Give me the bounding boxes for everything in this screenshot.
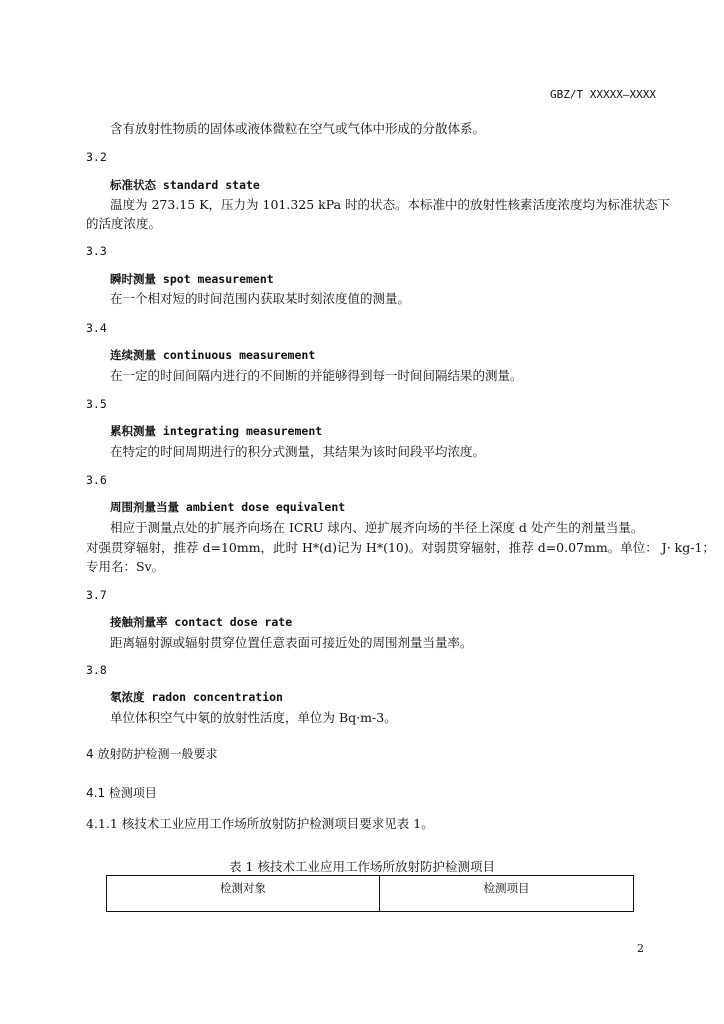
term-3-2: 标准状态 standard state <box>110 178 260 192</box>
section-number-3-4: 3.4 <box>86 321 107 335</box>
definition-3-2-line-2: 的活度浓度。 <box>86 216 162 231</box>
page-number: 2 <box>637 942 644 955</box>
definition-3-8: 单位体积空气中氡的放射性活度，单位为 Bq·m-3。 <box>110 710 397 725</box>
definition-3-6-line-3: 专用名：Sv。 <box>86 559 165 574</box>
definition-3-3: 在一个相对短的时间范围内获取某时刻浓度值的测量。 <box>110 291 411 306</box>
section-number-3-2: 3.2 <box>86 150 107 164</box>
definition-3-6-line-1: 相应于测量点处的扩展齐向场在 ICRU 球内、逆扩展齐向场的半径上深度 d 处产生的剂量当量。 <box>110 520 644 535</box>
section-number-3-5: 3.5 <box>86 397 107 411</box>
definition-3-4: 在一定的时间间隔内进行的不间断的并能够得到每一时间间隔结果的测量。 <box>110 368 523 383</box>
term-3-5: 累积测量 integrating measurement <box>110 424 323 438</box>
column-header-items: 检测项目 <box>380 876 634 912</box>
definition-3-2-line-1: 温度为 273.15 K，压力为 101.325 kPa 时的状态。本标准中的放射性核素活度浓度均为标准状态下 <box>110 197 671 212</box>
definition-3-6-line-2: 对强贯穿辐射，推荐 d=10mm，此时 H*(d)记为 H*(10)。对弱贯穿辐射，推荐 d=0.07mm。单位： J· kg-1； <box>86 540 715 555</box>
term-3-4: 连续测量 continuous measurement <box>110 348 316 362</box>
section-4-1-heading: 4.1 检测项目 <box>86 786 157 800</box>
definition-3-5: 在特定的时间周期进行的积分式测量，其结果为该时间段平均浓度。 <box>110 444 486 459</box>
column-header-object: 检测对象 <box>107 876 380 912</box>
clause-4-1-1: 4.1.1 核技术工业应用工作场所放射防护检测项目要求见表 1。 <box>86 816 434 831</box>
table-1-caption: 表 1 核技术工业应用工作场所放射防护检测项目 <box>229 859 495 874</box>
section-number-3-8: 3.8 <box>86 663 107 677</box>
section-number-3-7: 3.7 <box>86 588 107 602</box>
definition-continuation: 含有放射性物质的固体或液体微粒在空气或气体中形成的分散体系。 <box>110 121 486 136</box>
term-3-6: 周围剂量当量 ambient dose equivalent <box>110 500 346 514</box>
document-code-header: GBZ/T XXXXX—XXXX <box>550 88 656 101</box>
table-header-row <box>107 876 634 912</box>
definition-3-7: 距离辐射源或辐射贯穿位置任意表面可接近处的周围剂量当量率。 <box>110 635 473 650</box>
term-3-7: 接触剂量率 contact dose rate <box>110 615 293 629</box>
section-number-3-3: 3.3 <box>86 244 107 258</box>
term-3-8: 氡浓度 radon concentration <box>110 690 283 704</box>
section-number-3-6: 3.6 <box>86 473 107 487</box>
chapter-4-heading: 4 放射防护检测一般要求 <box>86 747 218 761</box>
table-1 <box>106 875 634 912</box>
term-3-3: 瞬时测量 spot measurement <box>110 272 274 286</box>
